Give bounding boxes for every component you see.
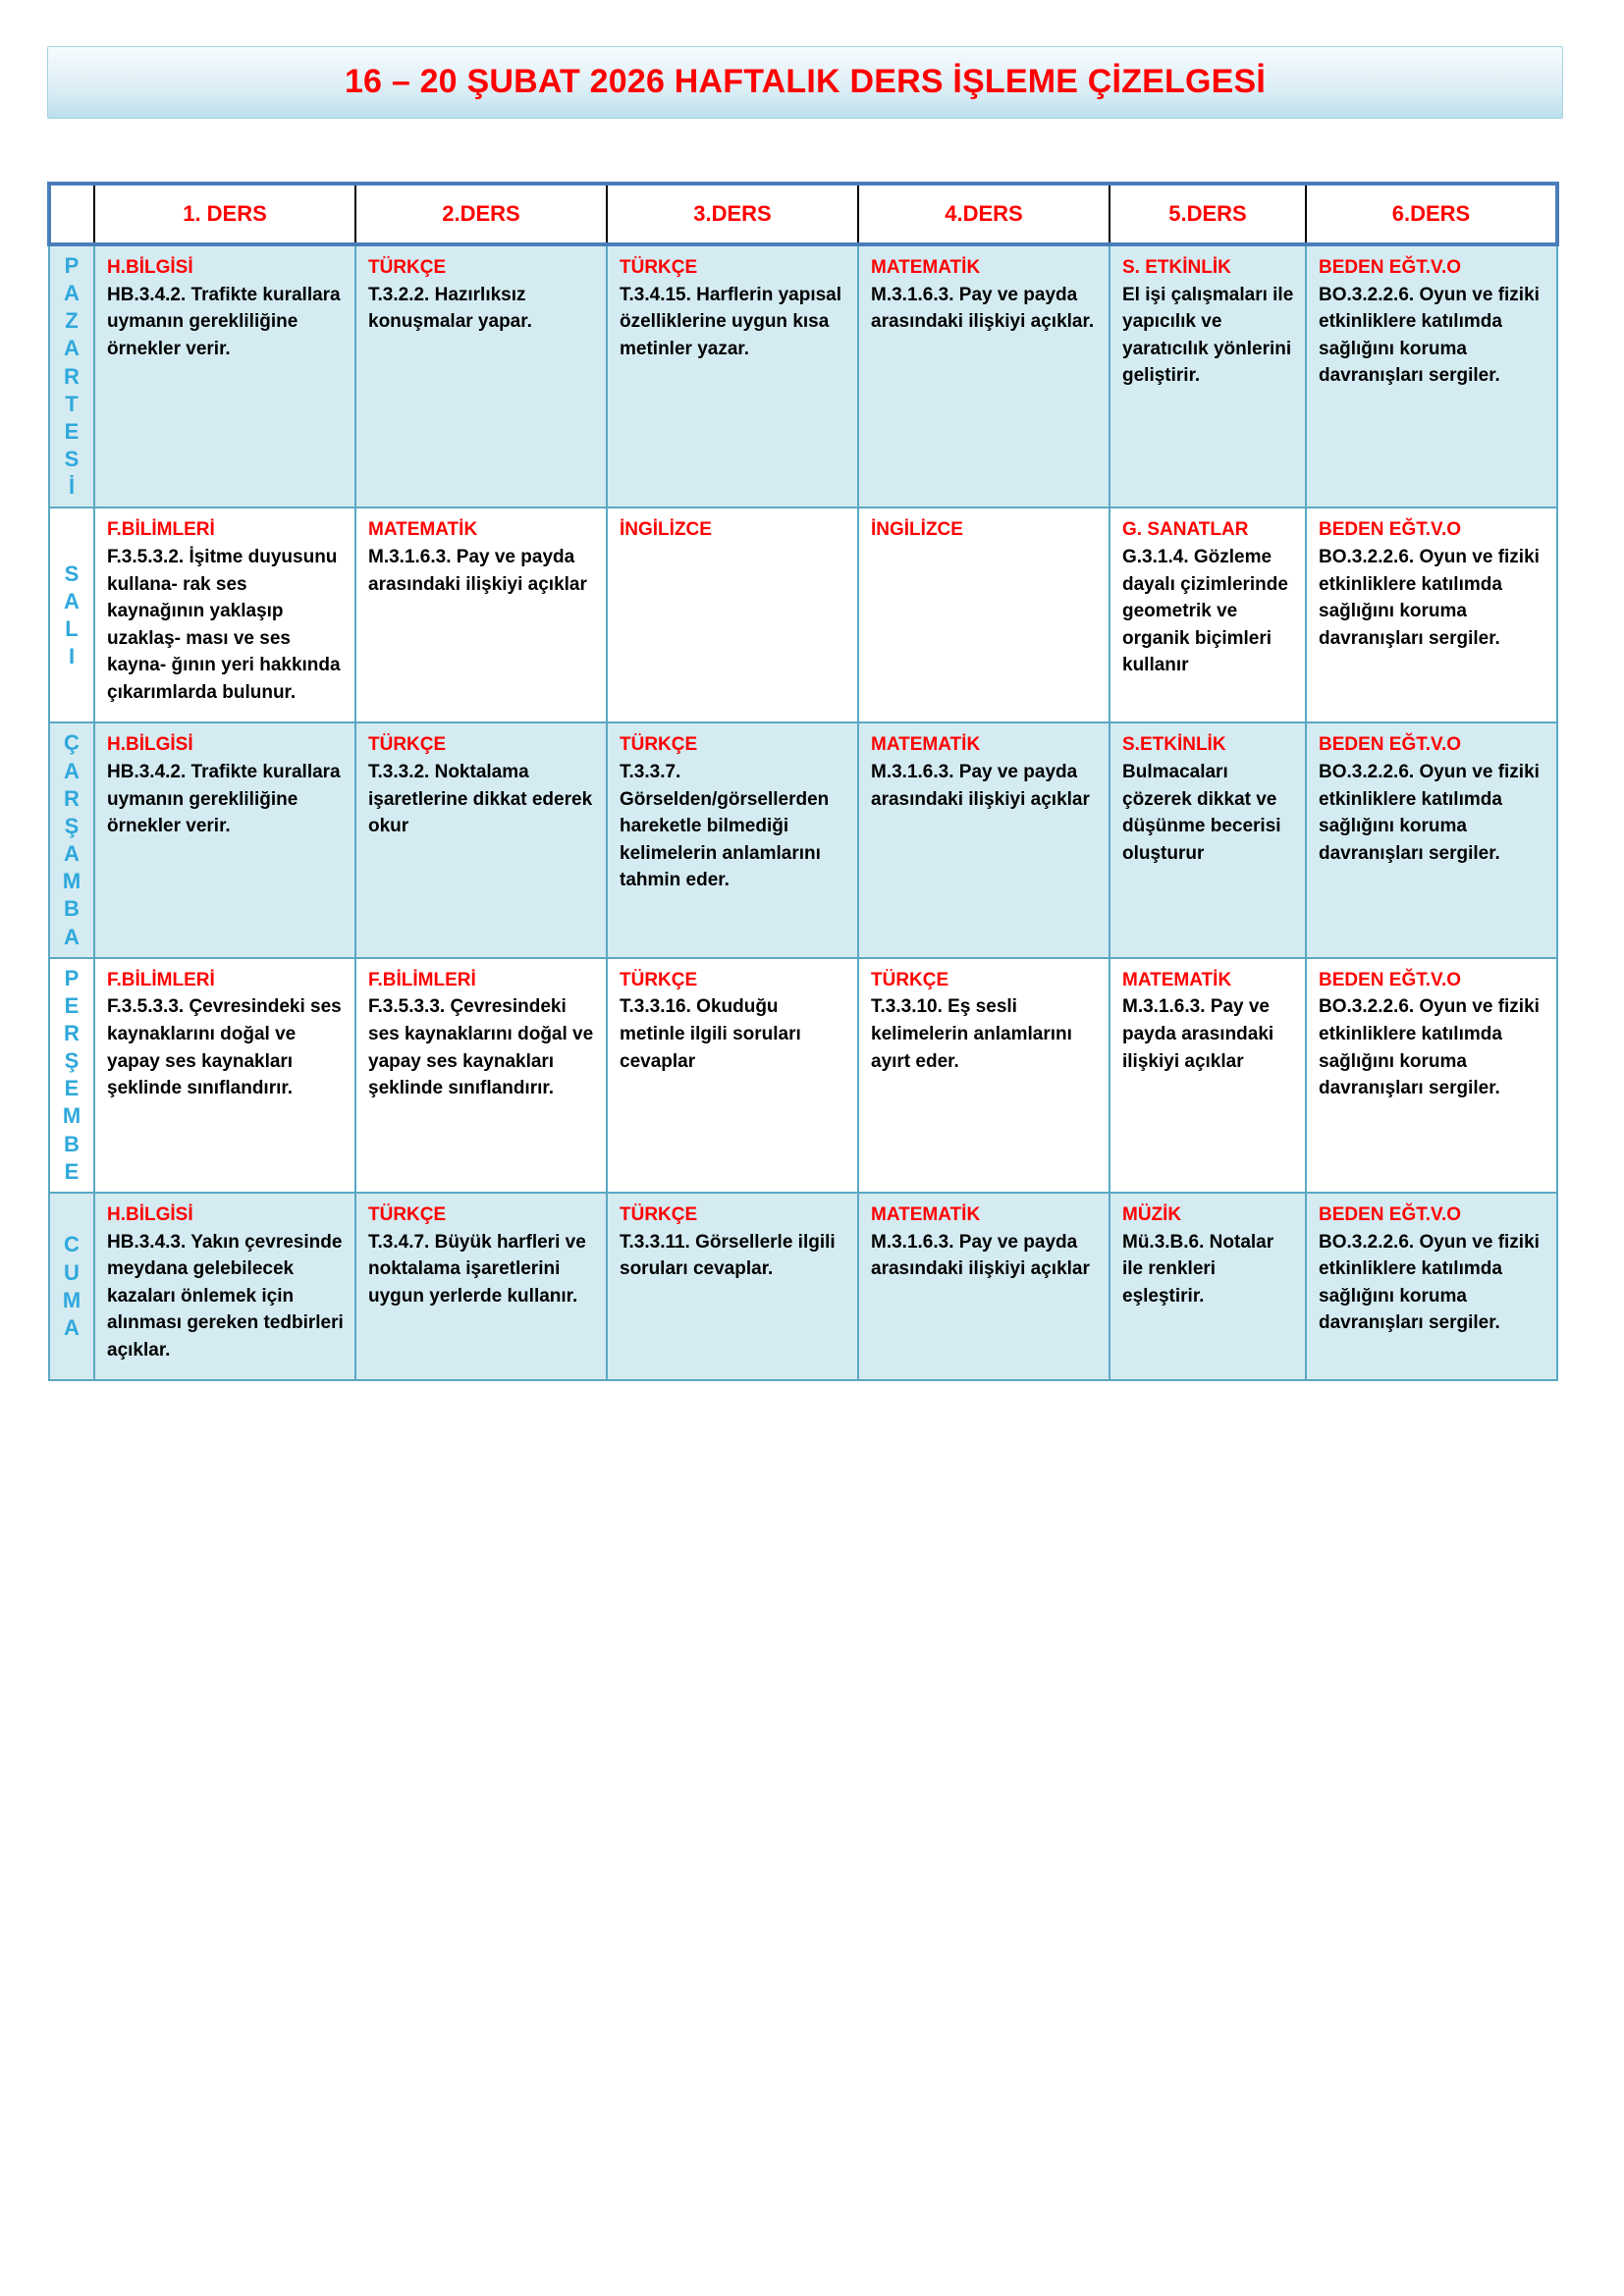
subject-label: BEDEN EĞT.V.O [1319,969,1462,990]
subject-label: H.BİLGİSİ [107,734,193,756]
subject-label: S. ETKİNLİK [1122,257,1231,278]
lesson-cell [607,244,858,507]
lesson-cell [94,722,355,957]
column-header-lesson-3 [607,184,858,244]
day-letter: P [64,253,80,278]
day-letter: P [64,965,80,990]
day-letter: M [62,1103,81,1129]
day-letter: Z [65,308,79,334]
lesson-cell [355,958,607,1193]
lesson-cell [1306,244,1557,507]
lesson-cell [1110,722,1306,957]
goal-text: T.3.3.2. Noktalama işaretlerine dikkat ederek okur [368,762,593,837]
day-label-cell-sali [49,507,94,722]
column-header-label: 2.DERS [442,201,520,226]
column-header-lesson-4 [858,184,1110,244]
lesson-cell [1110,958,1306,1193]
subject-label: TÜRKÇE [368,257,447,278]
table-row [49,958,1557,1193]
subject-label: MATEMATİK [871,1203,981,1225]
column-header-label: 6.DERS [1391,201,1471,226]
subject-label: TÜRKÇE [368,734,447,756]
goal-text: M.3.1.6.3. Pay ve payda arasındaki ilişkiyi açıklar [871,1231,1090,1280]
day-letter: A [64,281,80,306]
day-letter: A [64,336,80,361]
day-letter: U [64,1259,80,1285]
lesson-cell [607,722,858,957]
day-label-cell-carsamba [49,722,94,957]
day-letter: A [64,841,80,867]
day-letter: A [64,1314,80,1340]
goal-text: F.3.5.3.2. İşitme duyusunu kullana- rak ses kaynağının yaklaşıp uzaklaş- ması ve ses kayna- ğının yeri hakkında çıkarımlarda bulunur. [107,547,341,703]
lesson-cell [607,958,858,1193]
goal-text: BO.3.2.2.6. Oyun ve fiziki etkinliklere katılımda sağlığını koruma davranışları sergiler. [1319,1231,1540,1334]
subject-label: TÜRKÇE [368,1203,447,1225]
lesson-cell [1306,507,1557,722]
subject-label: S.ETKİNLİK [1122,734,1226,756]
subject-label: H.BİLGİSİ [107,1203,193,1225]
subject-label: F.BİLİMLERİ [107,969,215,990]
subject-label: MATEMATİK [368,519,478,541]
day-letter: I [68,644,76,669]
goal-text: T.3.4.15. Harflerin yapısal özelliklerine uygun kısa metinler yazar. [620,284,842,359]
day-label-cell-persembe [49,958,94,1193]
subject-label: TÜRKÇE [871,969,949,990]
day-letter: E [64,418,80,444]
lesson-cell [607,507,858,722]
lesson-cell [355,1193,607,1380]
subject-label: BEDEN EĞT.V.O [1319,734,1462,756]
lesson-cell [858,507,1110,722]
lesson-cell [1306,1193,1557,1380]
lesson-cell [94,507,355,722]
lesson-cell [858,722,1110,957]
table-body [49,244,1557,1380]
title-banner [47,46,1563,119]
day-letter: B [64,1131,80,1156]
subject-label: TÜRKÇE [620,257,698,278]
goal-text: F.3.5.3.3. Çevresindeki ses kaynaklarını doğal ve yapay ses kaynakları şeklinde sınıflandırır. [368,996,594,1099]
day-letter: A [64,588,80,614]
subject-label: BEDEN EĞT.V.O [1319,1203,1462,1225]
column-header-label: 1. DERS [183,201,267,226]
lesson-cell [355,722,607,957]
column-header-lesson-2 [355,184,607,244]
day-letter: E [64,992,80,1018]
goal-text: BO.3.2.2.6. Oyun ve fiziki etkinliklere katılımda sağlığını koruma davranışları sergiler. [1319,547,1540,649]
subject-label: H.BİLGİSİ [107,257,193,278]
goal-text: M.3.1.6.3. Pay ve payda arasındaki ilişkiyi açıklar. [871,284,1095,333]
day-letter: İ [68,474,76,500]
table-row [49,507,1557,722]
day-letter: R [64,785,80,811]
goal-text: T.3.3.7. Görselden/görsellerden hareketle bilmediği kelimelerin anlamlarını tahmin eder. [620,762,830,891]
subject-label: G. SANATLAR [1122,519,1249,541]
day-letters [52,561,91,671]
goal-text: T.3.3.11. Görsellerle ilgili soruları cevaplar. [620,1231,836,1280]
goal-text: F.3.5.3.3. Çevresindeki ses kaynaklarını doğal ve yapay ses kaynakları şeklinde sınıflandırır. [107,996,342,1099]
day-letter: L [65,615,79,641]
subject-label: F.BİLİMLERİ [368,969,476,990]
goal-text: M.3.1.6.3. Pay ve payda arasındaki ilişkiyi açıklar [871,762,1090,810]
goal-text: BO.3.2.2.6. Oyun ve fiziki etkinliklere katılımda sağlığını koruma davranışları sergiler. [1319,996,1540,1099]
page-title: 16 – 20 ŞUBAT 2026 HAFTALIK DERS İŞLEME ÇİZELGESİ [344,63,1267,101]
day-letter: M [62,869,81,894]
table-row [49,1193,1557,1380]
table-row [49,244,1557,507]
column-header-lesson-5 [1110,184,1306,244]
day-letters [52,1231,91,1342]
subject-label: MÜZİK [1122,1203,1182,1225]
goal-text: HB.3.4.2. Trafikte kurallara uymanın gerekliliğine örnekler verir. [107,284,341,359]
day-label-cell-cuma [49,1193,94,1380]
day-label-cell-pazartesi [49,244,94,507]
lesson-cell [355,244,607,507]
day-letter: S [64,447,80,472]
subject-label: BEDEN EĞT.V.O [1319,519,1462,541]
table-header-row [49,184,1557,244]
subject-label: MATEMATİK [1122,969,1232,990]
day-letters [52,729,91,950]
subject-label: İNGİLİZCE [871,519,963,541]
day-letter: M [62,1287,81,1312]
column-header-label: 3.DERS [693,201,772,226]
weekly-schedule-table [47,182,1559,1381]
day-letter: C [64,1232,80,1257]
day-letter: T [65,391,79,416]
subject-label: TÜRKÇE [620,734,698,756]
day-letters [52,965,91,1186]
day-letter: E [64,1158,80,1184]
lesson-cell [94,958,355,1193]
goal-text: BO.3.2.2.6. Oyun ve fiziki etkinliklere katılımda sağlığını koruma davranışları sergiler. [1319,284,1540,387]
day-letter: S [64,561,80,586]
column-header-label: 4.DERS [945,201,1023,226]
lesson-cell [1306,958,1557,1193]
goal-text: T.3.4.7. Büyük harfleri ve noktalama işaretlerini uygun yerlerde kullanır. [368,1231,586,1307]
table-row [49,722,1557,957]
day-letter: E [64,1076,80,1101]
goal-text: BO.3.2.2.6. Oyun ve fiziki etkinliklere katılımda sağlığını koruma davranışları sergiler. [1319,762,1540,864]
subject-label: MATEMATİK [871,734,981,756]
day-letter: R [64,363,80,389]
lesson-cell [1306,722,1557,957]
lesson-cell [94,1193,355,1380]
goal-text: T.3.3.16. Okuduğu metinle ilgili soruları cevaplar [620,996,801,1072]
goal-text: T.3.2.2. Hazırlıksız konuşmalar yapar. [368,284,532,333]
goal-text: HB.3.4.2. Trafikte kurallara uymanın gerekliliğine örnekler verir. [107,762,341,837]
lesson-cell [858,244,1110,507]
column-header-lesson-1 [94,184,355,244]
subject-label: BEDEN EĞT.V.O [1319,257,1462,278]
day-letter: A [64,924,80,949]
lesson-cell [355,507,607,722]
lesson-cell [607,1193,858,1380]
day-letter: B [64,896,80,922]
subject-label: İNGİLİZCE [620,519,712,541]
day-letter: Ç [64,730,80,756]
day-letter: R [64,1021,80,1045]
day-letters [52,252,91,501]
lesson-cell [94,244,355,507]
subject-label: F.BİLİMLERİ [107,519,215,541]
goal-text: El işi çalışmaları ile yapıcılık ve yaratıcılık yönlerini geliştirir. [1122,284,1294,387]
subject-label: MATEMATİK [871,257,981,278]
day-letter: Ş [64,813,80,838]
lesson-cell [858,1193,1110,1380]
goal-text: M.3.1.6.3. Pay ve payda arasındaki ilişkiyi açıklar [368,547,587,595]
goal-text: Bulmacaları çözerek dikkat ve düşünme becerisi oluşturur [1122,762,1281,864]
lesson-cell [1110,1193,1306,1380]
lesson-cell [1110,507,1306,722]
goal-text: HB.3.4.3. Yakın çevresinde meydana gelebilecek kazaları önlemek için alınması gereken tedbirleri açıklar. [107,1231,344,1361]
goal-text: M.3.1.6.3. Pay ve payda arasındaki ilişkiyi açıklar [1122,996,1274,1072]
day-letter: A [64,758,80,783]
subject-label: TÜRKÇE [620,1203,698,1225]
header-corner-cell [49,184,94,244]
lesson-cell [1110,244,1306,507]
day-letter: Ş [64,1048,80,1074]
goal-text: G.3.1.4. Gözleme dayalı çizimlerinde geometrik ve organik biçimleri kullanır [1122,547,1288,676]
goal-text: T.3.3.10. Eş sesli kelimelerin anlamlarını ayırt eder. [871,996,1072,1072]
goal-text: Mü.3.B.6. Notalar ile renkleri eşleştirir. [1122,1231,1274,1307]
column-header-lesson-6 [1306,184,1557,244]
subject-label: TÜRKÇE [620,969,698,990]
column-header-label: 5.DERS [1168,201,1247,226]
lesson-cell [858,958,1110,1193]
